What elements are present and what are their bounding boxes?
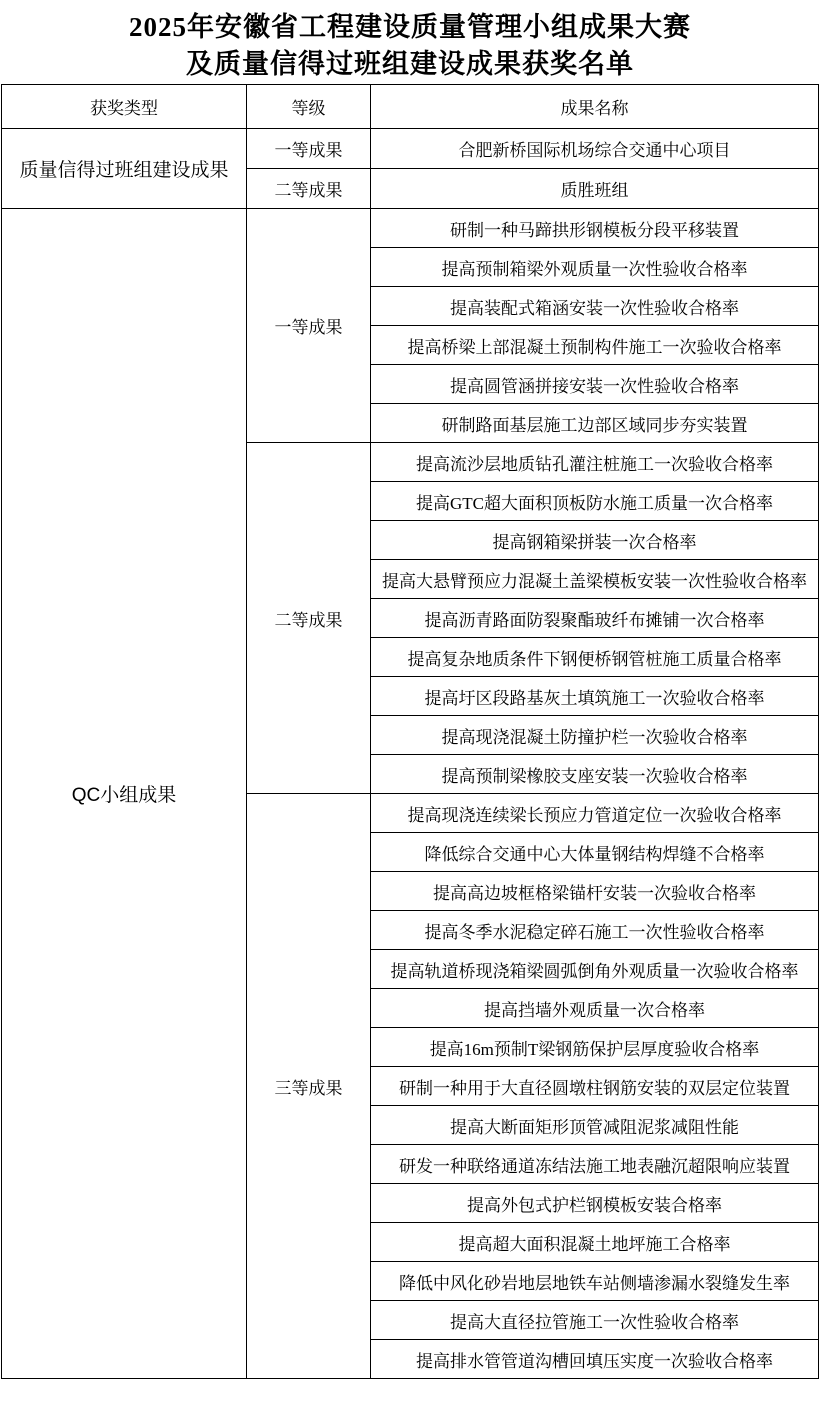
result-name-cell: 提高装配式箱涵安装一次性验收合格率 xyxy=(371,287,819,326)
result-name-cell: 提高流沙层地质钻孔灌注桩施工一次验收合格率 xyxy=(371,443,819,482)
result-name-cell: 提高高边坡框格梁锚杆安装一次验收合格率 xyxy=(371,872,819,911)
result-name-cell: 提高圆管涵拼接安装一次性验收合格率 xyxy=(371,365,819,404)
award-type-cell: 质量信得过班组建设成果 xyxy=(2,129,247,209)
document-title xyxy=(0,0,820,84)
header-row xyxy=(2,85,819,129)
result-name-cell: 提高超大面积混凝土地坪施工合格率 xyxy=(371,1223,819,1262)
result-name-cell: 提高沥青路面防裂聚酯玻纤布摊铺一次合格率 xyxy=(371,599,819,638)
result-name-cell: 提高桥梁上部混凝土预制构件施工一次验收合格率 xyxy=(371,326,819,365)
result-name-cell: 提高预制梁橡胶支座安装一次验收合格率 xyxy=(371,755,819,794)
result-name-cell: 提高现浇连续梁长预应力管道定位一次验收合格率 xyxy=(371,794,819,833)
result-name-cell: 提高16m预制T梁钢筋保护层厚度验收合格率 xyxy=(371,1028,819,1067)
result-name-cell: 研制一种马蹄拱形钢模板分段平移装置 xyxy=(371,209,819,248)
grade-cell: 三等成果 xyxy=(247,794,371,1379)
result-name-cell: 提高外包式护栏钢模板安装合格率 xyxy=(371,1184,819,1223)
header-grade: 等级 xyxy=(247,85,371,129)
header-award-type: 获奖类型 xyxy=(2,85,247,129)
result-name-cell: 研制路面基层施工边部区域同步夯实装置 xyxy=(371,404,819,443)
result-name-cell: 研发一种联络通道冻结法施工地表融沉超限响应装置 xyxy=(371,1145,819,1184)
result-name-cell: 提高轨道桥现浇箱梁圆弧倒角外观质量一次验收合格率 xyxy=(371,950,819,989)
header-result-name: 成果名称 xyxy=(371,85,819,129)
table-row xyxy=(2,209,819,248)
result-name-cell: 合肥新桥国际机场综合交通中心项目 xyxy=(371,129,819,169)
award-type-cell: QC小组成果 xyxy=(2,209,247,1379)
grade-cell: 二等成果 xyxy=(247,443,371,794)
result-name-cell: 提高排水管管道沟槽回填压实度一次验收合格率 xyxy=(371,1340,819,1379)
title-line-2: 及质量信得过班组建设成果获奖名单 xyxy=(186,49,634,79)
title-line-1: 2025年安徽省工程建设质量管理小组成果大赛 xyxy=(129,12,691,42)
result-name-cell: 提高现浇混凝土防撞护栏一次验收合格率 xyxy=(371,716,819,755)
result-name-cell: 降低综合交通中心大体量钢结构焊缝不合格率 xyxy=(371,833,819,872)
result-name-cell: 提高预制箱梁外观质量一次性验收合格率 xyxy=(371,248,819,287)
grade-cell: 一等成果 xyxy=(247,129,371,169)
result-name-cell: 提高圩区段路基灰土填筑施工一次验收合格率 xyxy=(371,677,819,716)
result-name-cell: 提高GTC超大面积顶板防水施工质量一次合格率 xyxy=(371,482,819,521)
grade-cell: 二等成果 xyxy=(247,169,371,209)
result-name-cell: 降低中风化砂岩地层地铁车站侧墙渗漏水裂缝发生率 xyxy=(371,1262,819,1301)
result-name-cell: 质胜班组 xyxy=(371,169,819,209)
awards-table xyxy=(1,84,819,1379)
result-name-cell: 研制一种用于大直径圆墩柱钢筋安装的双层定位装置 xyxy=(371,1067,819,1106)
grade-cell: 一等成果 xyxy=(247,209,371,443)
result-name-cell: 提高大断面矩形顶管减阻泥浆减阻性能 xyxy=(371,1106,819,1145)
table-row xyxy=(2,129,819,169)
result-name-cell: 提高冬季水泥稳定碎石施工一次性验收合格率 xyxy=(371,911,819,950)
result-name-cell: 提高大悬臂预应力混凝土盖梁模板安装一次性验收合格率 xyxy=(371,560,819,599)
result-name-cell: 提高挡墙外观质量一次合格率 xyxy=(371,989,819,1028)
result-name-cell: 提高大直径拉管施工一次性验收合格率 xyxy=(371,1301,819,1340)
result-name-cell: 提高钢箱梁拼装一次合格率 xyxy=(371,521,819,560)
result-name-cell: 提高复杂地质条件下钢便桥钢管桩施工质量合格率 xyxy=(371,638,819,677)
